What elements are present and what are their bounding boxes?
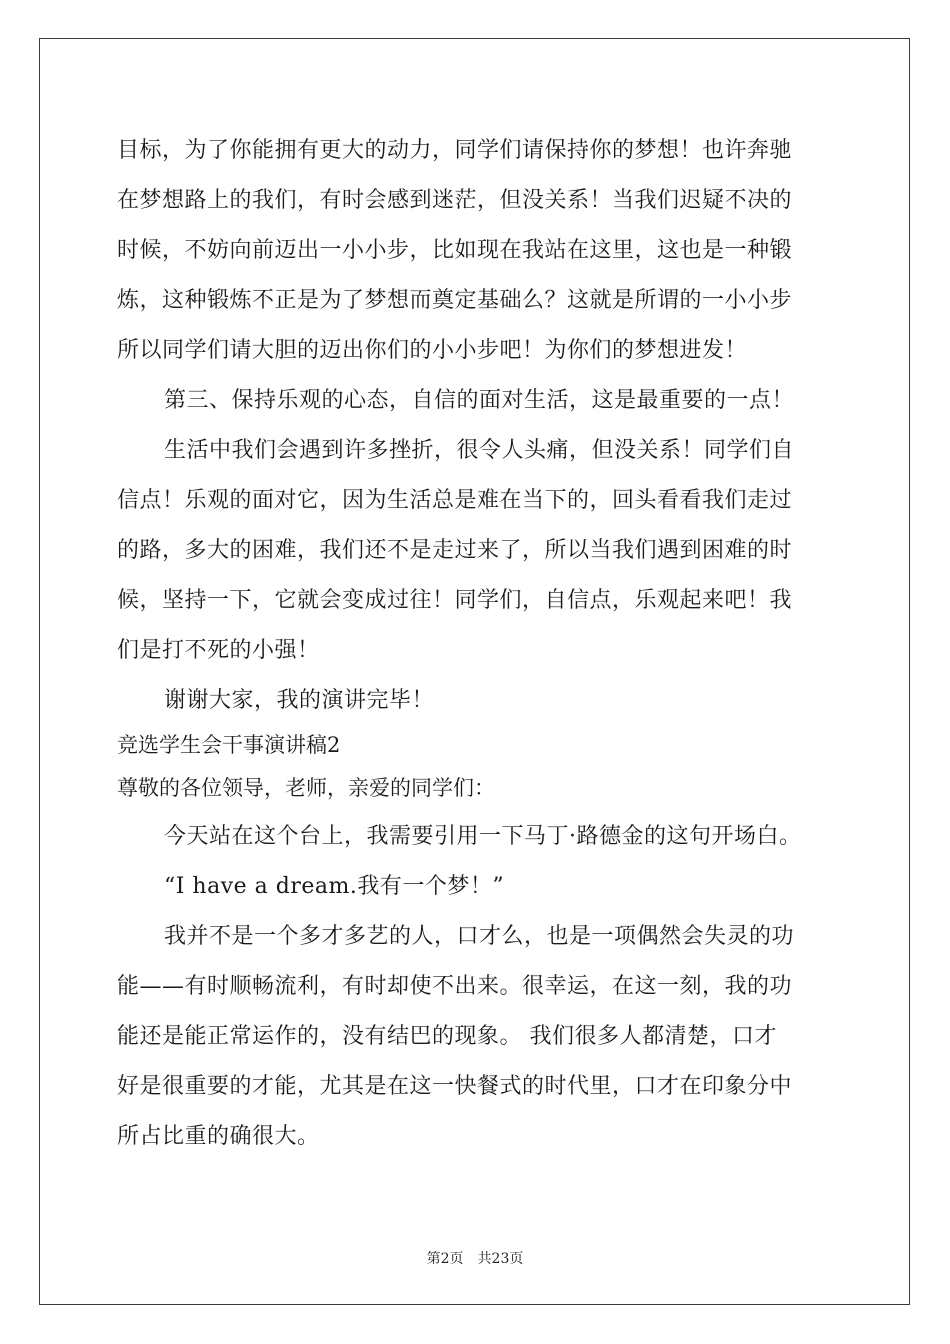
text-line: 信点！乐观的面对它，因为生活总是难在当下的，回头看看我们走过 — [117, 488, 793, 513]
text-line: 目标，为了你能拥有更大的动力，同学们请保持你的梦想！也许奔驰 — [117, 138, 793, 163]
text-line: 炼，这种锻炼不正是为了梦想而奠定基础么？这就是所谓的一小小步 — [117, 288, 793, 313]
paragraph-quote: “I have a dream.我有一个梦！” — [164, 874, 505, 899]
paragraph-third-point: 第三、保持乐观的心态，自信的面对生活，这是最重要的一点！ — [164, 388, 795, 413]
section-title: 竞选学生会干事演讲稿2 — [117, 733, 341, 757]
paragraph-thanks: 谢谢大家，我的演讲完毕！ — [164, 688, 435, 713]
text-line: 候，坚持一下，它就会变成过往！同学们，自信点，乐观起来吧！我 — [117, 588, 793, 613]
text-line: 所占比重的确很大。 — [117, 1124, 320, 1149]
text-line: 好是很重要的才能，尤其是在这一快餐式的时代里，口才在印象分中 — [117, 1074, 793, 1099]
paragraph-opening: 今天站在这个台上，我需要引用一下马丁·路德金的这句开场白。 — [164, 824, 802, 849]
salutation: 尊敬的各位领导，老师，亲爱的同学们： — [117, 776, 495, 800]
page-number: 第2页 共23页 — [426, 1251, 524, 1267]
text-line: 所以同学们请大胆的迈出你们的小小步吧！为你们的梦想进发！ — [117, 338, 748, 363]
text-line: 生活中我们会遇到许多挫折，很令人头痛，但没关系！同学们自 — [164, 438, 795, 463]
document-body — [117, 126, 837, 1162]
text-line: 我并不是一个多才多艺的人，口才么，也是一项偶然会失灵的功 — [164, 924, 795, 949]
text-line: 能——有时顺畅流利，有时却使不出来。很幸运，在这一刻，我的功 — [117, 974, 793, 999]
text-line: 在梦想路上的我们，有时会感到迷茫，但没关系！当我们迟疑不决的 — [117, 188, 793, 213]
text-line: 时候，不妨向前迈出一小小步，比如现在我站在这里，这也是一种锻 — [117, 238, 793, 263]
text-line: 们是打不死的小强！ — [117, 638, 320, 663]
text-line: 能还是能正常运作的，没有结巴的现象。 我们很多人都清楚，口才 — [117, 1024, 777, 1049]
text-line: 的路，多大的困难，我们还不是走过来了，所以当我们遇到困难的时 — [117, 538, 793, 563]
